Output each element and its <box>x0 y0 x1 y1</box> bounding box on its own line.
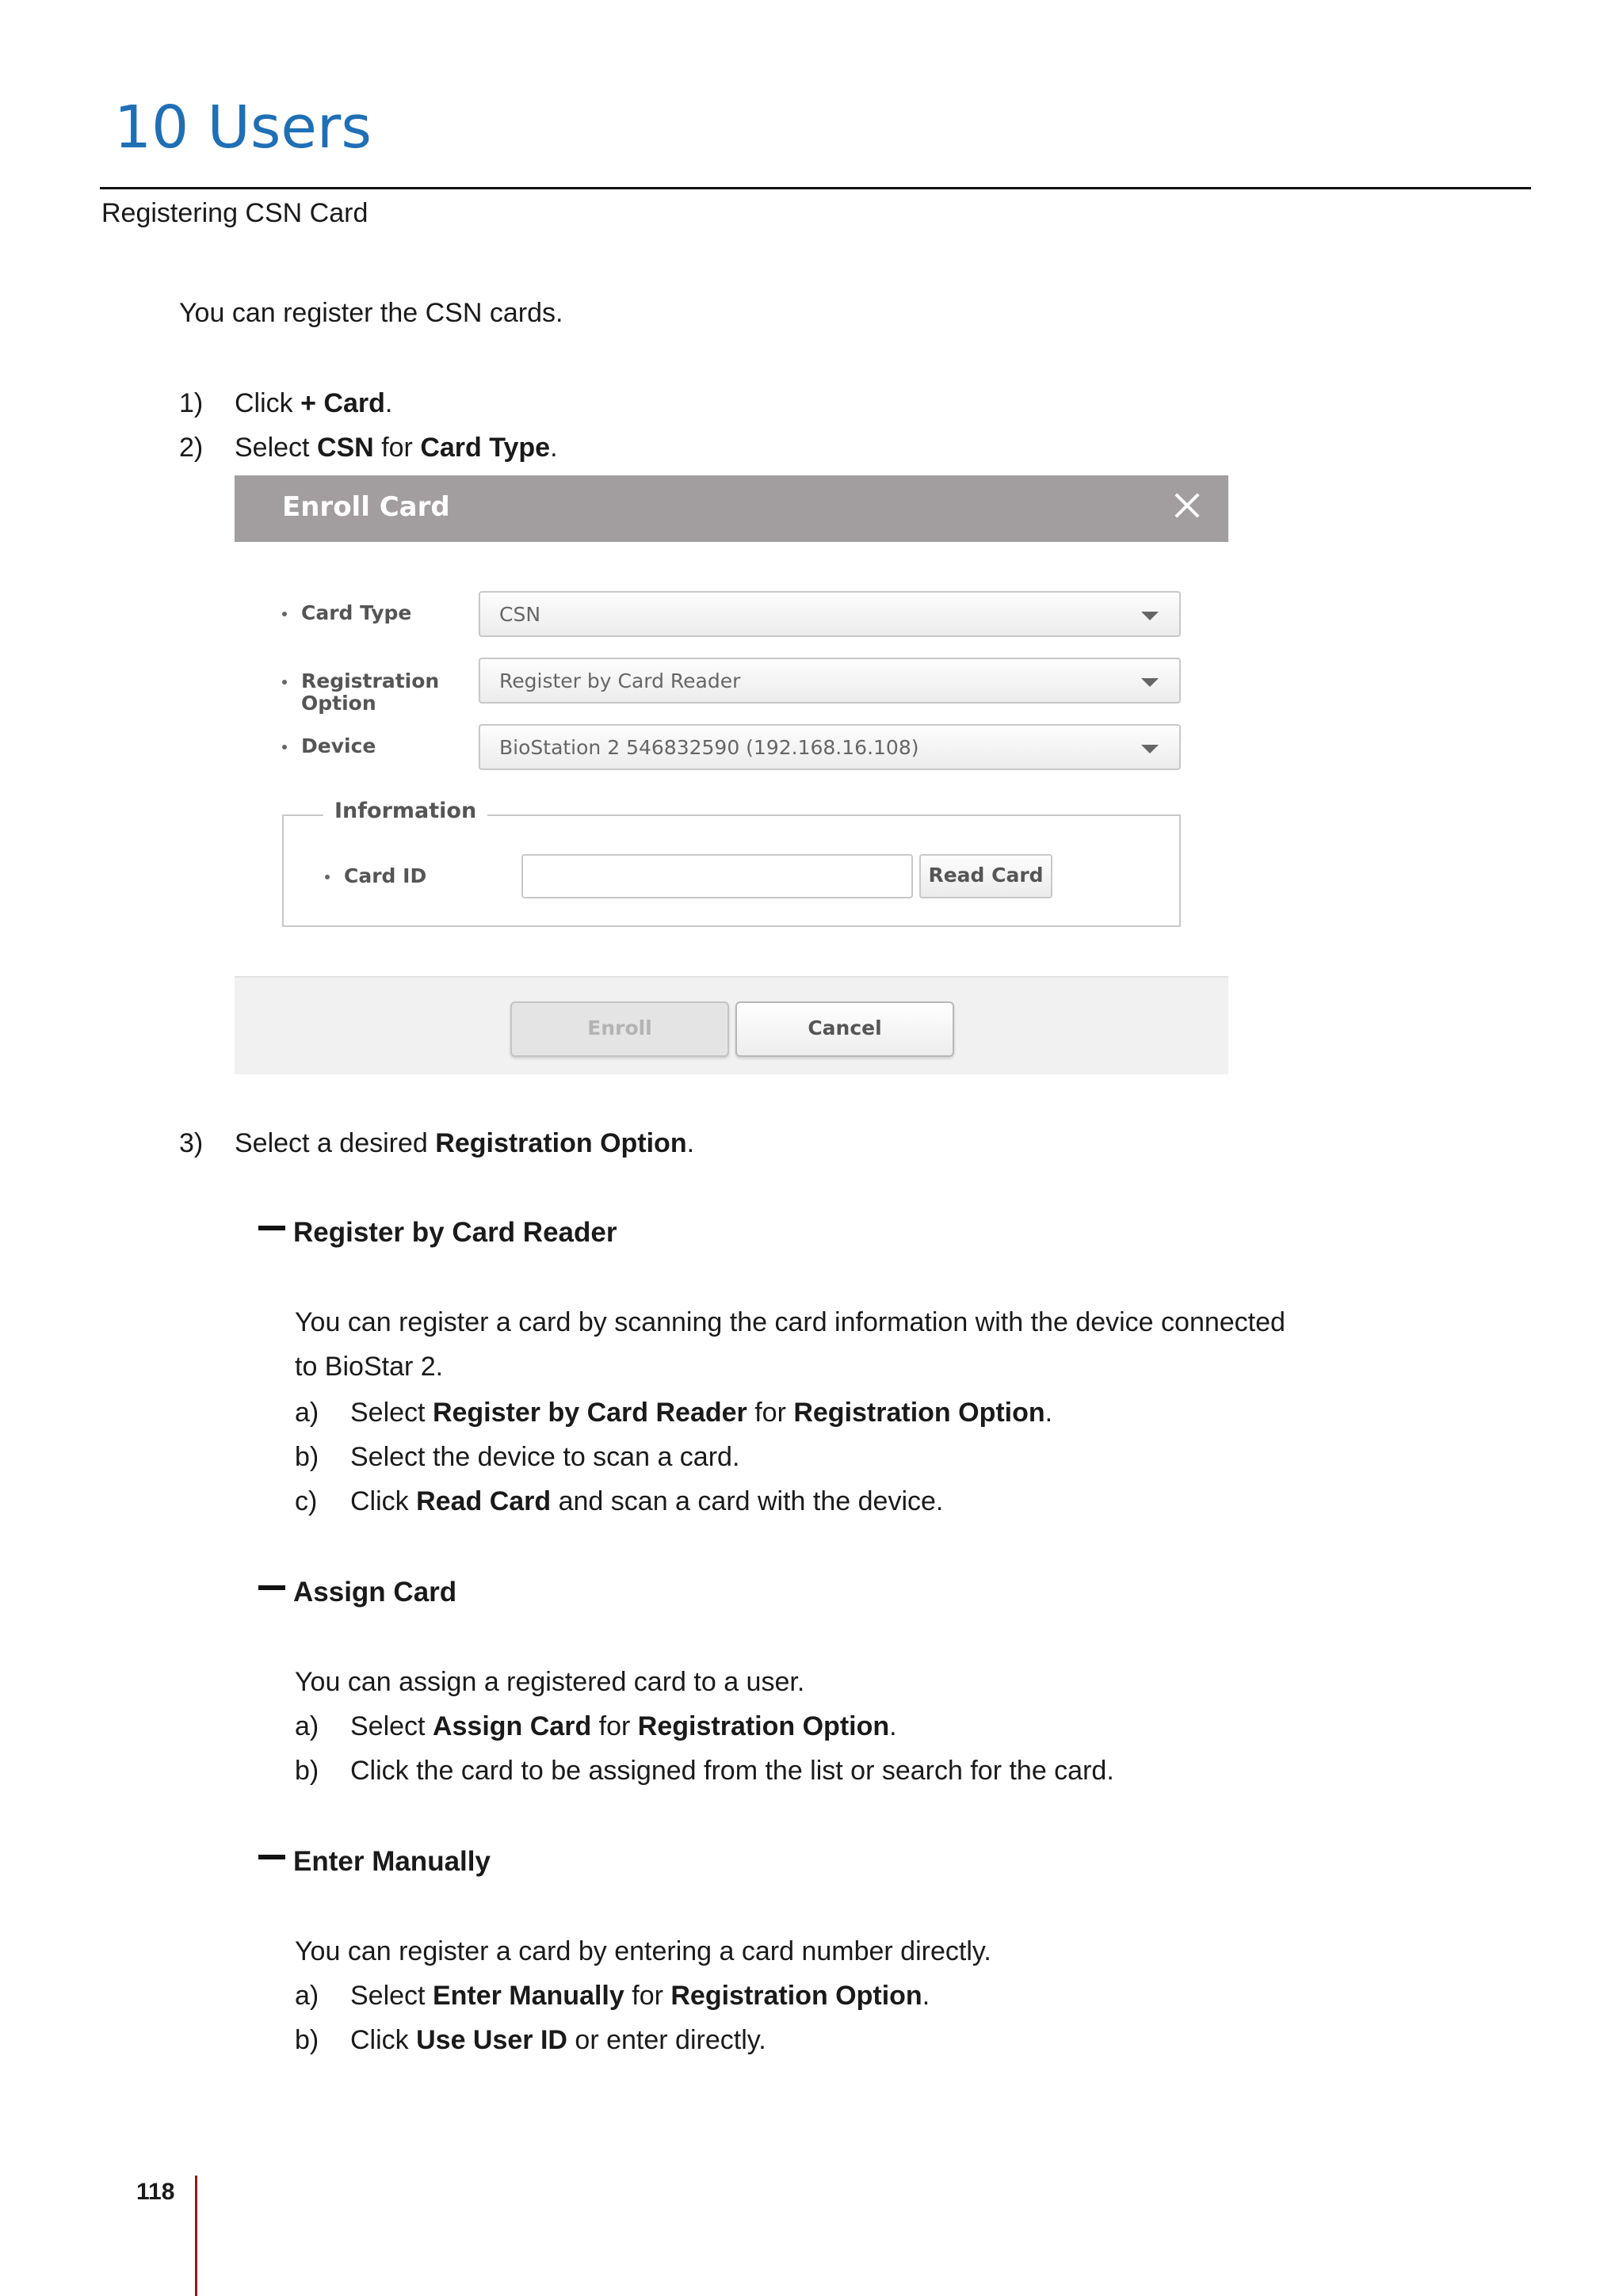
list-item <box>350 1398 1052 1428</box>
list-item: Select the device to scan a card. <box>350 1442 740 1472</box>
step-number: 3) <box>179 1128 204 1158</box>
label-text: Card ID <box>344 864 427 887</box>
step-bold: + Card <box>300 388 385 418</box>
step-text: . <box>686 1128 695 1158</box>
step-number: 2) <box>179 433 204 463</box>
step-bold: Registration Option <box>435 1128 687 1158</box>
paragraph: You can register a card by scanning the card information with the device connected <box>295 1307 1285 1337</box>
chevron-down-icon <box>1141 745 1159 753</box>
header-rule <box>100 187 1531 189</box>
list-marker: a) <box>295 1711 319 1741</box>
bullet-icon <box>282 680 287 685</box>
paragraph: You can register a card by entering a card number directly. <box>295 1936 991 1966</box>
item-bold: Read Card <box>416 1486 552 1516</box>
item-text: for <box>624 1981 671 2011</box>
item-text: . <box>922 1981 930 2011</box>
sub-heading-assign-card <box>258 1577 456 1608</box>
page-number: 118 <box>136 2179 175 2205</box>
bullet-icon <box>282 612 287 616</box>
select-value: CSN <box>499 603 541 626</box>
cancel-button[interactable]: Cancel <box>735 1001 954 1057</box>
label-text: Card Type <box>301 601 412 624</box>
heading-text: Enter Manually <box>293 1846 491 1877</box>
list-item <box>350 1486 943 1517</box>
step-bold: CSN <box>316 433 374 463</box>
item-bold: Register by Card Reader <box>432 1398 747 1428</box>
step-text: . <box>384 388 393 418</box>
chevron-down-icon <box>1141 612 1159 620</box>
step-3-text <box>235 1128 694 1159</box>
card-id-label <box>344 865 426 887</box>
item-text: . <box>889 1711 897 1741</box>
enroll-card-dialog <box>235 475 1228 1074</box>
item-text: . <box>1044 1398 1053 1428</box>
label-text: Device <box>301 734 376 757</box>
list-item: Click the card to be assigned from the list or search for the card. <box>350 1756 1114 1786</box>
dialog-footer <box>235 976 1228 1074</box>
item-text: and scan a card with the device. <box>551 1486 944 1516</box>
list-item <box>350 1981 930 2012</box>
step-text: . <box>550 433 558 463</box>
card-type-label <box>301 602 411 624</box>
list-item <box>350 2025 766 2056</box>
paragraph: You can assign a registered card to a user. <box>295 1667 805 1697</box>
step-number: 1) <box>179 388 204 418</box>
item-bold: Assign Card <box>432 1711 592 1741</box>
page-rule <box>195 2176 197 2296</box>
information-title: Information <box>323 799 487 823</box>
label-text: Option <box>301 692 376 715</box>
registration-option-label <box>301 670 439 715</box>
item-bold: Use User ID <box>416 2025 567 2055</box>
item-bold: Registration Option <box>793 1398 1045 1428</box>
step-2-text <box>235 433 558 463</box>
item-bold: Enter Manually <box>432 1981 624 2011</box>
read-card-button[interactable]: Read Card <box>919 854 1052 898</box>
close-icon[interactable] <box>1170 488 1205 523</box>
list-marker: b) <box>295 1442 319 1472</box>
item-text: or enter directly. <box>567 2025 766 2055</box>
card-id-input[interactable] <box>521 854 913 898</box>
dash-icon <box>258 1585 285 1590</box>
card-type-select[interactable] <box>479 591 1181 637</box>
bullet-icon <box>282 745 287 749</box>
list-marker: a) <box>295 1981 319 2011</box>
list-marker: b) <box>295 1756 319 1786</box>
item-bold: Registration Option <box>670 1981 922 2011</box>
device-label <box>301 735 376 757</box>
step-text: Select a desired <box>235 1128 436 1158</box>
item-text: for <box>591 1711 638 1741</box>
step-text: for <box>373 433 421 463</box>
sub-heading-enter-manually <box>258 1846 491 1878</box>
sub-heading-card-reader <box>258 1217 617 1249</box>
intro-text: You can register the CSN cards. <box>179 298 563 328</box>
label-text: Registration <box>301 669 440 692</box>
select-value: BioStation 2 546832590 (192.168.16.108) <box>499 736 919 759</box>
dialog-header <box>235 475 1228 542</box>
list-marker: a) <box>295 1398 319 1428</box>
step-1-text <box>235 388 392 419</box>
item-text: for <box>747 1398 794 1428</box>
item-text: Select <box>350 1981 433 2011</box>
heading-text: Register by Card Reader <box>293 1217 617 1248</box>
item-bold: Registration Option <box>637 1711 890 1741</box>
heading-text: Assign Card <box>293 1577 457 1608</box>
list-marker: b) <box>295 2025 319 2055</box>
step-text: Select <box>235 433 317 463</box>
chevron-down-icon <box>1141 678 1159 687</box>
step-text: Click <box>235 388 301 418</box>
dash-icon <box>258 1226 285 1230</box>
dash-icon <box>258 1855 285 1859</box>
enroll-button[interactable]: Enroll <box>510 1001 729 1057</box>
list-marker: c) <box>295 1486 318 1516</box>
item-text: Select <box>350 1398 433 1428</box>
select-value: Register by Card Reader <box>499 669 741 692</box>
item-text: Click <box>350 2025 417 2055</box>
item-text: Select <box>350 1711 433 1741</box>
registration-option-select[interactable] <box>479 658 1181 704</box>
chapter-title: 10 Users <box>114 93 372 162</box>
list-item <box>350 1711 897 1742</box>
paragraph: to BioStar 2. <box>295 1352 444 1382</box>
step-bold: Card Type <box>420 433 551 463</box>
bullet-icon <box>325 875 330 879</box>
section-label: Registering CSN Card <box>101 198 369 228</box>
dialog-title: Enroll Card <box>282 491 450 523</box>
item-text: Click <box>350 1486 417 1516</box>
device-select[interactable] <box>479 724 1181 770</box>
